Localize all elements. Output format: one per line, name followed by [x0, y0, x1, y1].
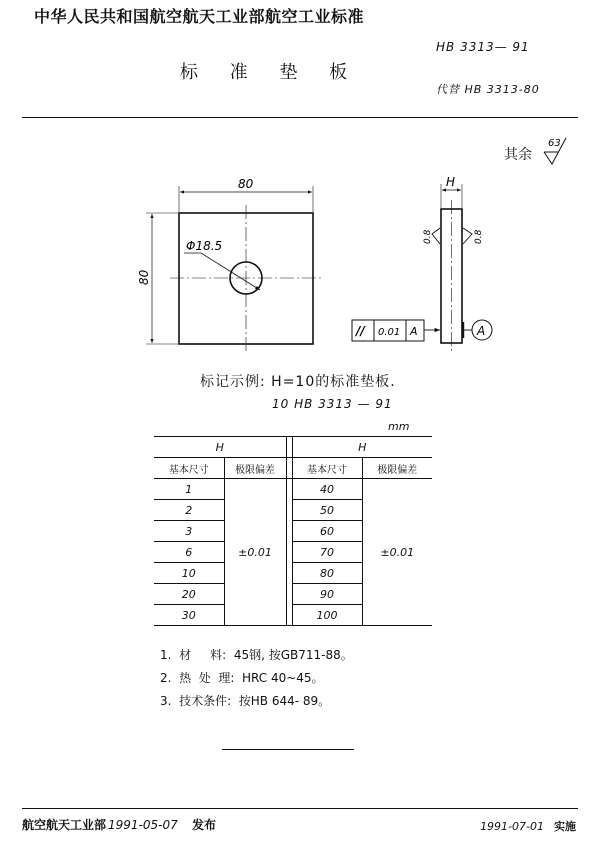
right-col-basic: 基本尺寸: [292, 458, 362, 479]
replaces-standard: 代替 HB 3313-80: [436, 83, 540, 96]
issue-info: [22, 816, 216, 833]
effective-date: 1991-07-01: [480, 820, 544, 833]
table-unit: mm: [388, 420, 410, 433]
left-col-basic: 基本尺寸: [154, 458, 224, 479]
left-basic-cell: 20: [154, 584, 224, 605]
tolerance-datum-ref: A: [410, 325, 418, 338]
table-row: [154, 479, 432, 500]
note-technical-conditions: 3. 技术条件: 按HB 644- 89。: [160, 694, 331, 708]
roughness-symbol-icon: [544, 138, 566, 164]
hole-diameter-dim: Φ18.5: [186, 239, 223, 253]
parallelism-symbol: //: [356, 324, 365, 338]
issuing-organization: 中华人民共和国航空航天工业部航空工业标准: [34, 7, 365, 26]
right-deviation-cell: ±0.01: [380, 545, 415, 559]
datum-label: A: [477, 324, 486, 338]
issue-label: 发布: [191, 818, 216, 832]
left-basic-cell: 30: [154, 605, 224, 626]
left-basic-cell: 6: [154, 542, 224, 563]
side-roughness-right-value: 0.8: [474, 229, 484, 244]
side-roughness-left-value: 0.8: [423, 229, 433, 244]
issue-date: 1991-05-07: [108, 818, 178, 832]
marking-code: 10 HB 3313 — 91: [272, 397, 393, 411]
left-basic-cell: 1: [154, 479, 224, 500]
right-basic-cell: 80: [292, 563, 362, 584]
effective-label: 实施: [554, 820, 576, 833]
width-dim: 80: [238, 177, 254, 191]
left-basic-cell: 2: [154, 500, 224, 521]
roughness-value: 63: [548, 138, 561, 149]
end-rule: [222, 749, 354, 750]
footer-rule: [22, 808, 578, 809]
tolerance-frame: [352, 320, 440, 341]
datum-marker: [463, 320, 492, 340]
left-col-deviation: 极限偏差: [235, 464, 275, 476]
technical-notes: [160, 644, 353, 713]
roughness-label: 其余: [504, 147, 532, 163]
issuer: 航空航天工业部: [22, 818, 107, 832]
left-basic-cell: 3: [154, 521, 224, 542]
right-basic-cell: 60: [292, 521, 362, 542]
right-basic-cell: 40: [292, 479, 362, 500]
side-roughness-right-icon: [463, 228, 484, 244]
right-basic-cell: 90: [292, 584, 362, 605]
right-basic-cell: 50: [292, 500, 362, 521]
right-basic-cell: 100: [292, 605, 362, 626]
thickness-dim: H: [446, 175, 456, 189]
right-col-deviation: 极限偏差: [377, 464, 418, 476]
note-material: 1. 材 料: 45钢, 按GB711-88。: [160, 648, 353, 662]
standard-number: HB 3313— 91: [436, 40, 530, 54]
dimension-table: [154, 436, 432, 626]
side-roughness-left-icon: [423, 228, 440, 244]
marking-example: 标记示例: H=10的标准垫板.: [200, 374, 396, 390]
left-deviation-cell: ±0.01: [238, 545, 272, 559]
left-basic-cell: 10: [154, 563, 224, 584]
note-heat-treatment: 2. 热 处 理: HRC 40~45。: [160, 671, 324, 685]
right-group-header: H: [358, 440, 367, 454]
left-group-header: H: [215, 440, 224, 454]
right-basic-cell: 70: [292, 542, 362, 563]
page-title: 标 准 垫 板: [180, 62, 361, 83]
effective-info: [480, 818, 576, 834]
height-dim: 80: [137, 269, 151, 285]
tolerance-value: 0.01: [378, 327, 401, 338]
